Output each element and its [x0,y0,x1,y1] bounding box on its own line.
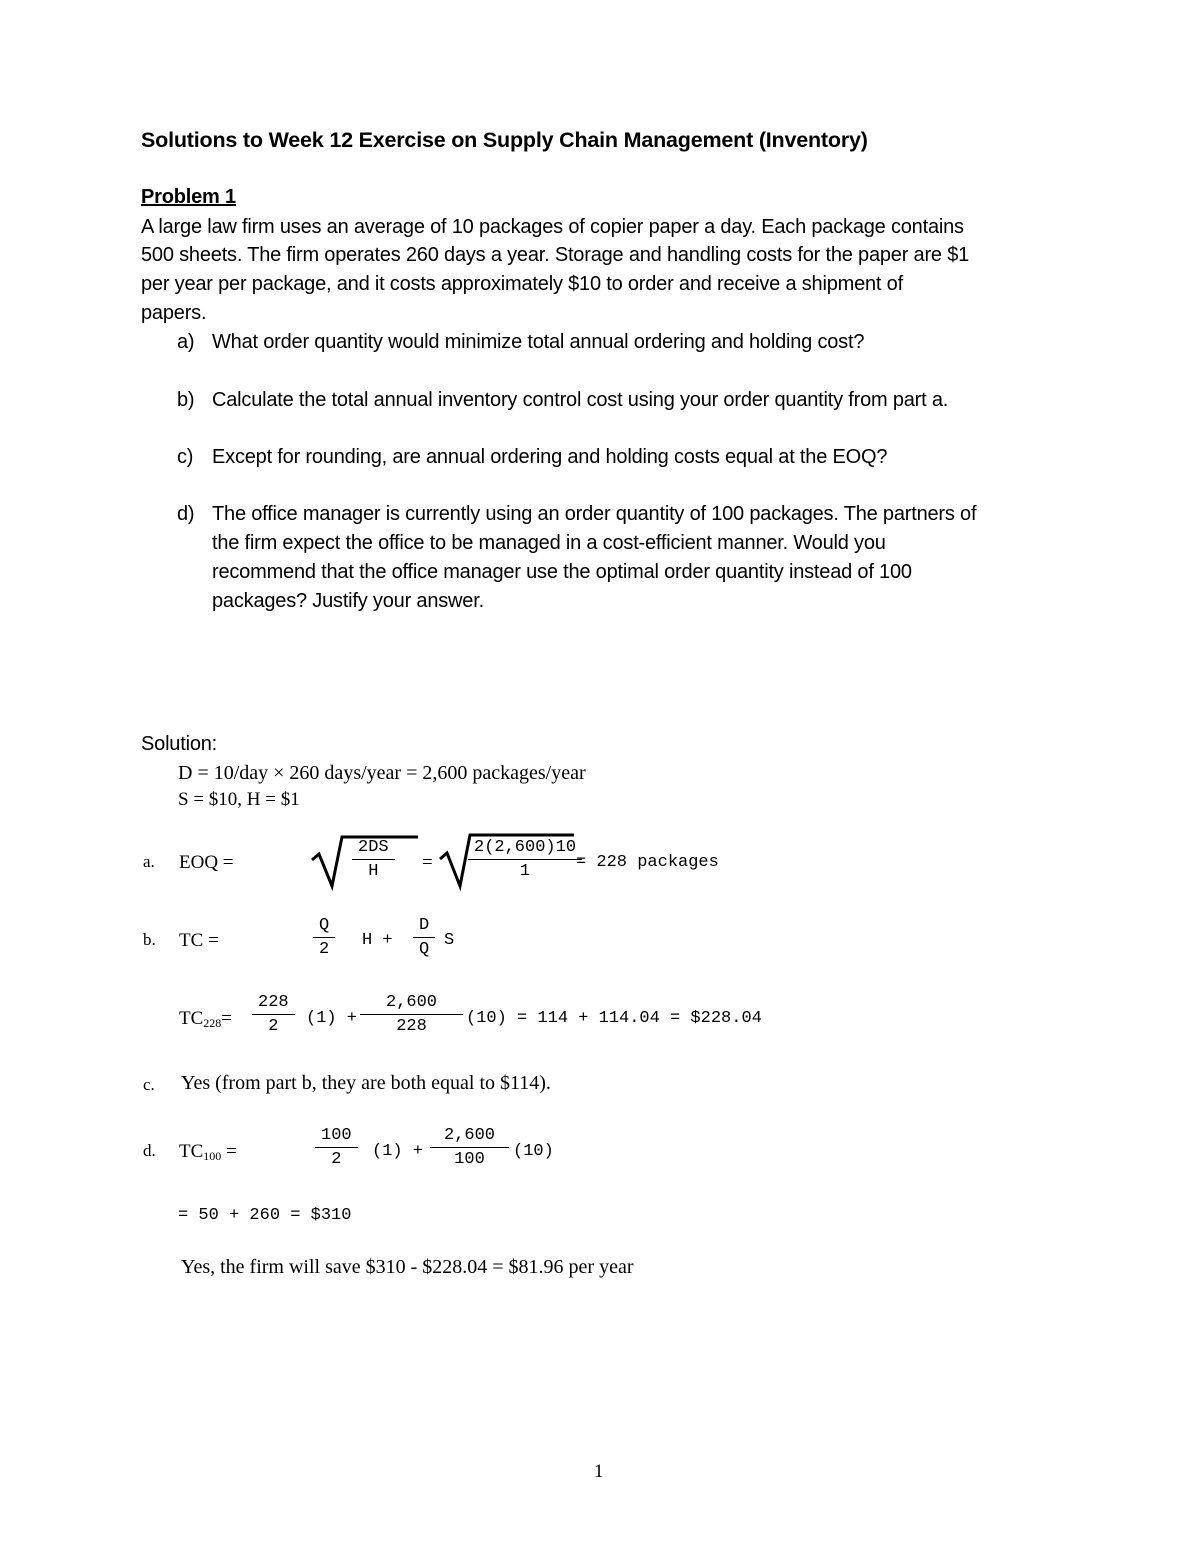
tc100-numerator-1: 100 [315,1127,358,1148]
tc100-result: (10) [513,1142,554,1161]
savings-conclusion: Yes, the firm will save $310 - $228.04 = $81.96 per year [181,1256,634,1278]
problem-line: papers. [141,302,207,324]
tc-q2-denominator: Q [419,940,430,959]
eoq-equals: = [422,852,433,873]
tc-q-denominator: 2 [319,940,330,959]
tc100-fraction-2 [430,1127,509,1168]
tc-d-numerator: D [413,917,435,938]
problem-line: per year per package, and it costs approximately $10 to order and receive a shipment of [141,273,903,295]
given-demand: D = 10/day × 260 days/year = 2,600 packages/year [178,762,586,784]
eoq-denominator-2: 1 [519,862,531,881]
tc100-label: $TC_{100}$ = [179,1141,237,1163]
question-label-c: c) [177,446,194,468]
given-costs: S = $10, H = $1 [178,789,300,810]
tc228-denominator-2: 228 [396,1017,427,1036]
problem-line: A large law firm uses an average of 10 packages of copier paper a day. Each package contains [141,216,964,238]
question-label-a: a) [177,331,195,353]
question-label-d: d) [177,503,195,525]
tc-lhs: TC = [179,930,219,951]
question-d-text: the firm expect the office to be managed in a cost-efficient manner. Would you [212,532,886,554]
tc228-numerator-2: 2,600 [360,994,463,1015]
tc228-label: $TC_{228}=$ [179,1008,232,1030]
part-d-label: d. [143,1141,156,1160]
tc-fraction-q2 [313,917,335,958]
tc228-result: (10) = 114 + 114.04 = $228.04 [466,1009,762,1028]
document-title: Solutions to Week 12 Exercise on Supply Chain Management (Inventory) [141,128,868,152]
tc-mid: H + [362,931,393,950]
page-number: 1 [594,1461,604,1482]
question-a-text: What order quantity would minimize total annual ordering and holding cost? [212,331,865,353]
problem-heading: Problem 1 [141,186,236,208]
tc228-fraction-2 [360,994,463,1035]
problem-line: 500 sheets. The firm operates 260 days a year. Storage and handling costs for the paper are $1 [141,244,970,266]
tc100-subscript: 100 [203,1149,222,1163]
eoq-result: = 228 packages [576,853,719,872]
question-d-text: recommend that the office manager use the optimal order quantity instead of 100 [212,561,912,583]
part-b-label: b. [143,930,156,949]
tc100-mid: (1) + [372,1142,424,1161]
tc228-subscript: 228 [203,1016,222,1030]
tc100-sum: = 50 + 260 = $310 [178,1206,352,1225]
eoq-numerator-1: 2DS [352,839,395,860]
tc100-denominator-1: 2 [331,1150,342,1169]
eoq-numerator-2: 2(2,600)10 [468,839,582,860]
question-d-text: The office manager is currently using an order quantity of 100 packages. The partners of [212,503,977,525]
part-a-label: a. [143,852,155,871]
question-b-text: Calculate the total annual inventory control cost using your order quantity from part a. [212,389,949,411]
tc228-fraction-1 [252,994,295,1035]
tc100-denominator-2: 100 [454,1150,485,1169]
eoq-denominator-1: H [368,862,379,881]
eoq-lhs: EOQ = [179,852,234,873]
solution-heading: Solution: [141,733,218,755]
tc100-numerator-2: 2,600 [430,1127,509,1148]
tc100-fraction-1 [315,1127,358,1168]
tc228-numerator-1: 228 [252,994,295,1015]
question-c-text: Except for rounding, are annual ordering and holding costs equal at the EOQ? [212,446,888,468]
question-d-text: packages? Justify your answer. [212,590,484,612]
part-c-label: c. [143,1075,155,1094]
tc-fraction-dq [413,917,435,958]
part-c-answer: Yes (from part b, they are both equal to $114). [181,1072,551,1094]
tc228-mid: (1) + [306,1009,358,1028]
question-label-b: b) [177,389,195,411]
tc228-denominator-1: 2 [268,1017,279,1036]
eoq-fraction-2 [468,839,582,880]
tc-tail: S [444,931,455,950]
tc-q-numerator: Q [313,917,335,938]
eoq-fraction-1 [352,839,395,880]
